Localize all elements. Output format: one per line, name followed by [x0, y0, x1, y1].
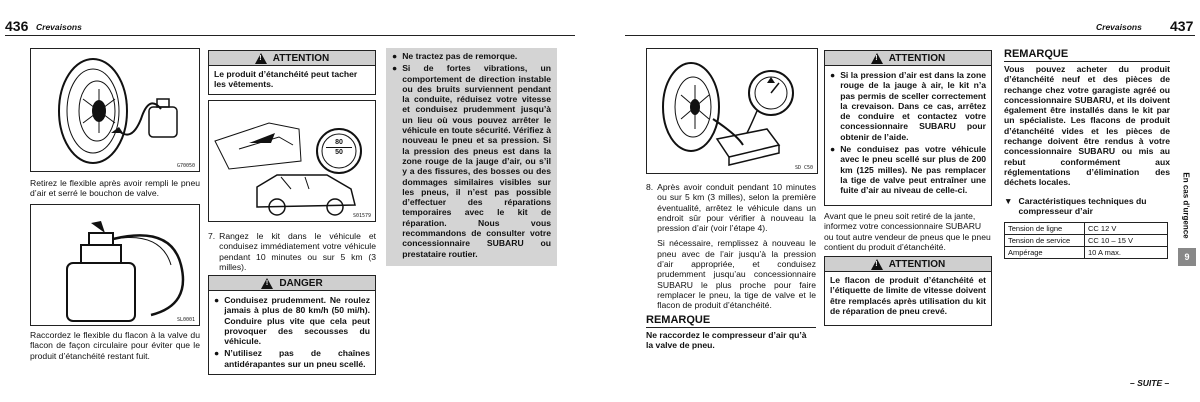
speed-mph: 50 — [335, 149, 343, 156]
specs-heading — [1004, 196, 1170, 217]
step-number: 7. — [208, 231, 216, 241]
danger-box — [208, 275, 376, 375]
attention-title: ATTENTION — [888, 52, 946, 64]
caption-connect-hose: Raccordez le flexible du flacon à la valve du flacon de façon circulaire pour éviter que le produit d’étanchéité restant fuit. — [30, 330, 200, 361]
caption-remove-hose: Retirez le flexible après avoir rempli le pneu d’air et serré le bouchon de valve. — [30, 178, 200, 199]
step-8 — [646, 182, 816, 311]
table-row — [1005, 235, 1168, 247]
remarque-title: REMARQUE — [646, 314, 711, 326]
table-row — [1005, 223, 1168, 235]
step-7 — [208, 231, 376, 272]
compressor-illustration — [647, 49, 818, 174]
danger-list — [209, 291, 375, 369]
section-title-right: Crevaisons — [1096, 22, 1142, 32]
table-row — [1005, 247, 1168, 259]
attention-title: ATTENTION — [888, 258, 946, 270]
figure-code: G70050 — [176, 163, 195, 169]
speed-label-illustration — [209, 101, 376, 222]
paragraph-tire-removal: Avant que le pneu soit retiré de la jante, informez votre concessionnaire SUBARU ou tout autre vendeur de pneus que le pneu contient du produit d’étanchéité. — [824, 211, 991, 252]
remarque-spare-parts — [1004, 48, 1170, 188]
danger-title: DANGER — [279, 277, 323, 289]
header-rule-left — [5, 35, 575, 36]
page-number-right: 437 — [1170, 18, 1194, 34]
spec-value: 10 A max. — [1085, 247, 1168, 259]
figure-hose-and-bottle — [30, 48, 200, 172]
attention-item: ● Ne tractez pas de remorque. — [392, 51, 518, 61]
remarque-title: REMARQUE — [1004, 48, 1069, 60]
danger-header — [209, 276, 375, 291]
step-text: Rangez le kit dans le véhicule et conduisez immédiatement votre véhicule pendant 10 minutes ou sur 5 km (3 milles). — [219, 231, 376, 272]
attention-continued-box — [386, 48, 557, 266]
attention-header — [825, 257, 991, 272]
attention-title: ATTENTION — [272, 52, 330, 64]
figure-bottle-cap — [30, 204, 200, 326]
spec-label: Tension de ligne — [1005, 223, 1085, 235]
chapter-tab: 9 — [1178, 248, 1196, 266]
attention-header — [209, 51, 375, 66]
warning-triangle-icon — [261, 278, 273, 289]
remarque-text: Vous pouvez acheter du produit d’étanchéité neuf et des pièces de rechange chez votre garagiste agréé ou concessionnaire SUBARU, et ils doivent également être installés dans le kit par un spécialiste. Les flacons de produit d’étanchéité vides et les pièces de rechange doivent être rendus à votre concessionnaire SUBARU ou mis au rebut conformément aux réglementations d’élimination des déchets locales. — [1004, 64, 1170, 188]
figure-code: SL0001 — [176, 317, 195, 323]
spec-label: Ampérage — [1005, 247, 1085, 259]
step-text: Après avoir conduit pendant 10 minutes ou sur 5 km (3 milles), selon la première éventualité, arrêtez le véhicule dans un endroit sûr pour vérifier à nouveau la pression d’air (voir l’étape 4). — [657, 182, 816, 234]
remarque-text: Ne raccordez le compresseur d’air qu’à la valve de pneu. — [646, 330, 807, 351]
danger-item: ● N’utilisez pas de chaînes antidérapantes sur un pneu scellé. — [214, 348, 370, 369]
danger-item: ● Conduisez prudemment. Ne roulez jamais à plus de 80 km/h (50 mi/h). Conduire plus vite que cela peut provoquer des secousses du véhicule. — [214, 295, 370, 347]
figure-code: S01579 — [352, 213, 371, 219]
triangle-down-icon: ▼ — [1004, 196, 1013, 206]
figure-compressor-kit — [646, 48, 818, 174]
warning-triangle-icon — [255, 53, 267, 64]
remarque-compressor — [646, 314, 816, 351]
attention-text: Le flacon de produit d’étanchéité et l’étiquette de limite de vitesse doivent être remplacés après utilisation du kit de réparation de pneu crevé. — [830, 275, 986, 316]
figure-speed-label — [208, 100, 376, 222]
attention-list — [825, 66, 991, 196]
bottle-illustration — [31, 205, 200, 326]
speed-km: 80 — [326, 138, 352, 148]
speed-limit-sign — [326, 138, 352, 157]
spec-value: CC 10 – 15 V — [1085, 235, 1168, 247]
attention-item: ● Ne conduisez pas votre véhicule avec le pneu scellé sur plus de 200 km (125 milles). Ne pas remplacer la tige de valve peut entraîner une fuite d’air au niveau de celle-ci. — [830, 144, 986, 196]
attention-box-stain — [208, 50, 376, 95]
section-title-left: Crevaisons — [36, 22, 82, 32]
header-rule-right — [625, 35, 1195, 36]
spec-value: CC 12 V — [1085, 223, 1168, 235]
tire-hose-illustration — [31, 49, 200, 172]
spec-label: Tension de service — [1005, 235, 1085, 247]
warning-triangle-icon — [871, 53, 883, 64]
figure-code: SD C50 — [794, 165, 813, 171]
step-number: 8. — [646, 182, 654, 192]
attention-text: Le produit d’étanchéité peut tacher les vêtements. — [214, 69, 358, 90]
page-number-left: 436 — [5, 18, 29, 34]
specs-title: Caractéristiques techniques du compresseur d’air — [1018, 196, 1147, 217]
attention-item: ● Si la pression d’air est dans la zone rouge de la jauge à air, le kit n’a pas permis de sceller correctement la crevaison. Dans ce cas, arrêtez de conduire et contactez votre concessionnaire SUBARU pour obtenir de l’aide. — [830, 70, 986, 142]
step-text: Si nécessaire, remplissez à nouveau le pneu avec de l’air jusqu’à la pression d’air appropriée, et conduisez prudemment jusqu’au concessionnaire SUBARU le plus proche pour faire remplacer le pneu, la tige de valve et le flacon de produit d’étanchéité. — [657, 238, 816, 311]
attention-header — [825, 51, 991, 66]
continued-footer: – SUITE – — [1130, 378, 1170, 388]
attention-item: ● Si de fortes vibrations, un comportement de direction instable ou des bruits surviennent pendant la conduite, réduisez votre vitesse et conduisez prudemment jusqu’à un lieu où vous pouvez arrêter le véhicule en toute sécurité. Vérifiez à nouveau le pneu et sa pression. Si la pression des pneus est dans la zone rouge de la jauge d’air, ou s’il y a des fissures, des bosses ou des dommages similaires visibles sur les pneus, il n’est pas possible d’effectuer des réparations temporaires avec le kit de réparation. Nous vous recommandons de consulter votre concessionnaire SUBARU ou prestataire routier. — [392, 63, 551, 259]
attention-box-replace — [824, 256, 992, 326]
specs-table — [1004, 222, 1168, 259]
attention-box-pressure — [824, 50, 992, 206]
side-tab-label: En cas d’urgence — [1181, 171, 1191, 239]
warning-triangle-icon — [871, 259, 883, 270]
